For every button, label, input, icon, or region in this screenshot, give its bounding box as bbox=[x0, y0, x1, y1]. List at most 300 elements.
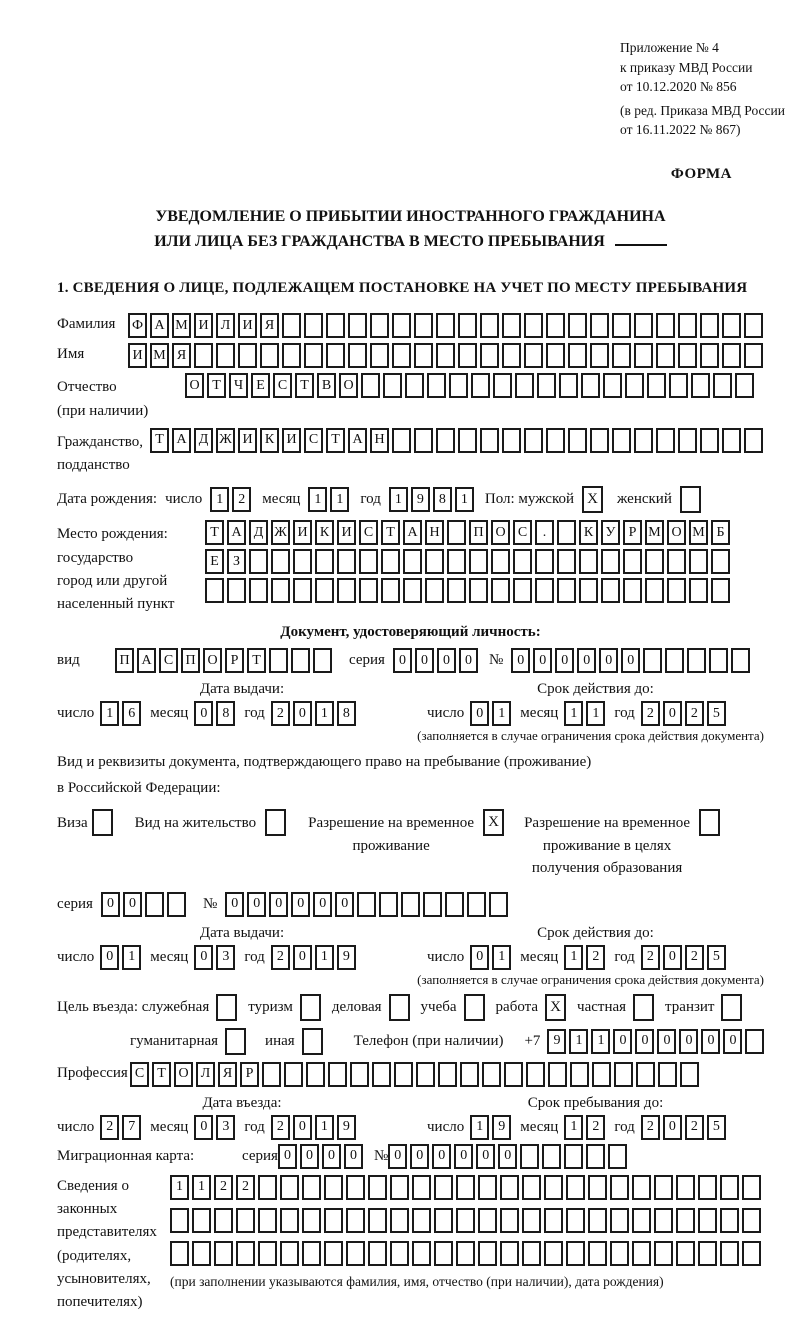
char-cell[interactable] bbox=[324, 1208, 343, 1233]
char-cell[interactable] bbox=[390, 1241, 409, 1266]
birthplace-line2-input[interactable] bbox=[205, 549, 733, 574]
char-cell[interactable] bbox=[544, 1175, 563, 1200]
char-cell[interactable]: 0 bbox=[300, 1144, 319, 1169]
char-cell[interactable] bbox=[447, 549, 466, 574]
char-cell[interactable] bbox=[544, 1241, 563, 1266]
char-cell[interactable]: 0 bbox=[194, 945, 213, 970]
permit-issue-day-input[interactable] bbox=[100, 945, 144, 970]
purpose-humanitarian-checkbox[interactable] bbox=[225, 1028, 246, 1055]
char-cell[interactable] bbox=[634, 428, 653, 453]
birthplace-line3-input[interactable] bbox=[205, 578, 733, 603]
char-cell[interactable] bbox=[458, 428, 477, 453]
char-cell[interactable]: 0 bbox=[533, 648, 552, 673]
char-cell[interactable] bbox=[412, 1175, 431, 1200]
char-cell[interactable] bbox=[405, 373, 424, 398]
char-cell[interactable] bbox=[389, 994, 410, 1021]
birth-day-input[interactable] bbox=[210, 487, 254, 512]
char-cell[interactable] bbox=[522, 1175, 541, 1200]
char-cell[interactable] bbox=[436, 428, 455, 453]
char-cell[interactable]: 0 bbox=[635, 1029, 654, 1054]
permit-issue-month-input[interactable] bbox=[194, 945, 238, 970]
char-cell[interactable] bbox=[445, 892, 464, 917]
char-cell[interactable]: А bbox=[403, 520, 422, 545]
char-cell[interactable]: 5 bbox=[707, 701, 726, 726]
char-cell[interactable] bbox=[170, 1208, 189, 1233]
char-cell[interactable]: 3 bbox=[216, 945, 235, 970]
char-cell[interactable] bbox=[258, 1241, 277, 1266]
char-cell[interactable] bbox=[427, 373, 446, 398]
char-cell[interactable] bbox=[414, 428, 433, 453]
char-cell[interactable] bbox=[623, 578, 642, 603]
char-cell[interactable]: 2 bbox=[271, 945, 290, 970]
char-cell[interactable] bbox=[500, 1241, 519, 1266]
char-cell[interactable]: 9 bbox=[547, 1029, 566, 1054]
char-cell[interactable] bbox=[713, 373, 732, 398]
char-cell[interactable]: 0 bbox=[415, 648, 434, 673]
char-cell[interactable] bbox=[742, 1208, 761, 1233]
char-cell[interactable]: 0 bbox=[498, 1144, 517, 1169]
char-cell[interactable] bbox=[632, 1241, 651, 1266]
char-cell[interactable] bbox=[742, 1241, 761, 1266]
char-cell[interactable] bbox=[192, 1241, 211, 1266]
char-cell[interactable] bbox=[390, 1208, 409, 1233]
purpose-other-checkbox[interactable] bbox=[302, 1028, 323, 1055]
char-cell[interactable]: 9 bbox=[337, 1115, 356, 1140]
doc-issue-day-input[interactable] bbox=[100, 701, 144, 726]
char-cell[interactable]: 0 bbox=[322, 1144, 341, 1169]
char-cell[interactable]: А bbox=[348, 428, 367, 453]
char-cell[interactable] bbox=[590, 428, 609, 453]
char-cell[interactable] bbox=[742, 1175, 761, 1200]
char-cell[interactable] bbox=[370, 343, 389, 368]
char-cell[interactable] bbox=[654, 1241, 673, 1266]
char-cell[interactable]: 0 bbox=[476, 1144, 495, 1169]
char-cell[interactable]: Е bbox=[205, 549, 224, 574]
char-cell[interactable]: 5 bbox=[707, 945, 726, 970]
char-cell[interactable] bbox=[586, 1144, 605, 1169]
char-cell[interactable]: М bbox=[150, 343, 169, 368]
mig-series-input[interactable] bbox=[278, 1144, 366, 1169]
char-cell[interactable] bbox=[390, 1175, 409, 1200]
char-cell[interactable] bbox=[456, 1241, 475, 1266]
char-cell[interactable] bbox=[337, 549, 356, 574]
char-cell[interactable] bbox=[348, 343, 367, 368]
char-cell[interactable] bbox=[689, 578, 708, 603]
char-cell[interactable] bbox=[522, 1241, 541, 1266]
char-cell[interactable]: Т bbox=[381, 520, 400, 545]
char-cell[interactable]: А bbox=[137, 648, 156, 673]
char-cell[interactable] bbox=[304, 343, 323, 368]
char-cell[interactable]: 0 bbox=[679, 1029, 698, 1054]
char-cell[interactable]: 1 bbox=[308, 487, 327, 512]
char-cell[interactable] bbox=[359, 578, 378, 603]
char-cell[interactable]: 0 bbox=[621, 648, 640, 673]
char-cell[interactable] bbox=[412, 1208, 431, 1233]
char-cell[interactable]: 0 bbox=[432, 1144, 451, 1169]
char-cell[interactable] bbox=[524, 343, 543, 368]
char-cell[interactable]: С bbox=[359, 520, 378, 545]
visa-checkbox[interactable] bbox=[92, 809, 113, 836]
char-cell[interactable]: 0 bbox=[663, 1115, 682, 1140]
char-cell[interactable]: О bbox=[491, 520, 510, 545]
char-cell[interactable] bbox=[225, 1028, 246, 1055]
char-cell[interactable]: Т bbox=[326, 428, 345, 453]
char-cell[interactable] bbox=[698, 1241, 717, 1266]
char-cell[interactable] bbox=[214, 1208, 233, 1233]
char-cell[interactable]: 2 bbox=[271, 1115, 290, 1140]
char-cell[interactable] bbox=[632, 1208, 651, 1233]
char-cell[interactable] bbox=[480, 343, 499, 368]
char-cell[interactable]: Ч bbox=[229, 373, 248, 398]
char-cell[interactable] bbox=[634, 313, 653, 338]
permit-series-input[interactable] bbox=[101, 892, 189, 917]
char-cell[interactable] bbox=[414, 313, 433, 338]
char-cell[interactable]: 1 bbox=[100, 701, 119, 726]
entry-year-input[interactable] bbox=[271, 1115, 359, 1140]
char-cell[interactable]: 2 bbox=[685, 701, 704, 726]
char-cell[interactable]: 0 bbox=[599, 648, 618, 673]
char-cell[interactable]: 2 bbox=[586, 945, 605, 970]
char-cell[interactable]: Д bbox=[194, 428, 213, 453]
char-cell[interactable]: 0 bbox=[278, 1144, 297, 1169]
char-cell[interactable]: Е bbox=[251, 373, 270, 398]
char-cell[interactable]: М bbox=[689, 520, 708, 545]
char-cell[interactable] bbox=[524, 313, 543, 338]
char-cell[interactable] bbox=[568, 343, 587, 368]
doc-issue-year-input[interactable] bbox=[271, 701, 359, 726]
char-cell[interactable] bbox=[280, 1175, 299, 1200]
char-cell[interactable] bbox=[425, 549, 444, 574]
char-cell[interactable]: . bbox=[535, 520, 554, 545]
char-cell[interactable] bbox=[744, 428, 763, 453]
char-cell[interactable]: Т bbox=[150, 428, 169, 453]
char-cell[interactable]: 0 bbox=[247, 892, 266, 917]
char-cell[interactable]: 1 bbox=[315, 945, 334, 970]
char-cell[interactable] bbox=[414, 343, 433, 368]
char-cell[interactable] bbox=[236, 1208, 255, 1233]
char-cell[interactable]: 1 bbox=[591, 1029, 610, 1054]
char-cell[interactable] bbox=[689, 549, 708, 574]
char-cell[interactable] bbox=[612, 343, 631, 368]
char-cell[interactable]: И bbox=[238, 428, 257, 453]
char-cell[interactable] bbox=[313, 648, 332, 673]
char-cell[interactable] bbox=[214, 1241, 233, 1266]
char-cell[interactable] bbox=[612, 313, 631, 338]
permit-valid-day-input[interactable] bbox=[470, 945, 514, 970]
char-cell[interactable] bbox=[515, 373, 534, 398]
char-cell[interactable] bbox=[359, 549, 378, 574]
char-cell[interactable] bbox=[493, 373, 512, 398]
char-cell[interactable] bbox=[546, 313, 565, 338]
purpose-transit-checkbox[interactable] bbox=[721, 994, 742, 1021]
char-cell[interactable] bbox=[502, 313, 521, 338]
char-cell[interactable]: 0 bbox=[194, 1115, 213, 1140]
char-cell[interactable] bbox=[557, 520, 576, 545]
char-cell[interactable] bbox=[337, 578, 356, 603]
char-cell[interactable]: П bbox=[181, 648, 200, 673]
char-cell[interactable] bbox=[513, 578, 532, 603]
char-cell[interactable]: Л bbox=[216, 313, 235, 338]
char-cell[interactable] bbox=[368, 1175, 387, 1200]
char-cell[interactable] bbox=[170, 1241, 189, 1266]
char-cell[interactable] bbox=[315, 549, 334, 574]
char-cell[interactable] bbox=[720, 1208, 739, 1233]
char-cell[interactable] bbox=[654, 1175, 673, 1200]
char-cell[interactable]: 0 bbox=[313, 892, 332, 917]
char-cell[interactable]: Я bbox=[218, 1062, 237, 1087]
char-cell[interactable]: 8 bbox=[337, 701, 356, 726]
char-cell[interactable] bbox=[403, 549, 422, 574]
char-cell[interactable] bbox=[392, 313, 411, 338]
char-cell[interactable]: 1 bbox=[470, 1115, 489, 1140]
char-cell[interactable] bbox=[394, 1062, 413, 1087]
char-cell[interactable]: 0 bbox=[470, 701, 489, 726]
char-cell[interactable] bbox=[579, 549, 598, 574]
char-cell[interactable] bbox=[458, 313, 477, 338]
char-cell[interactable] bbox=[700, 313, 719, 338]
char-cell[interactable]: Ж bbox=[216, 428, 235, 453]
char-cell[interactable] bbox=[656, 428, 675, 453]
char-cell[interactable] bbox=[145, 892, 164, 917]
name-input[interactable] bbox=[128, 343, 766, 368]
char-cell[interactable] bbox=[357, 892, 376, 917]
char-cell[interactable]: 0 bbox=[437, 648, 456, 673]
char-cell[interactable] bbox=[315, 578, 334, 603]
doc-valid-day-input[interactable] bbox=[470, 701, 514, 726]
char-cell[interactable] bbox=[416, 1062, 435, 1087]
char-cell[interactable] bbox=[502, 343, 521, 368]
stay-year-input[interactable] bbox=[641, 1115, 729, 1140]
char-cell[interactable] bbox=[537, 373, 556, 398]
char-cell[interactable]: X bbox=[582, 486, 603, 513]
char-cell[interactable] bbox=[603, 373, 622, 398]
char-cell[interactable]: 8 bbox=[216, 701, 235, 726]
char-cell[interactable] bbox=[456, 1175, 475, 1200]
char-cell[interactable]: 2 bbox=[685, 945, 704, 970]
char-cell[interactable] bbox=[623, 549, 642, 574]
char-cell[interactable] bbox=[711, 578, 730, 603]
char-cell[interactable]: Т bbox=[247, 648, 266, 673]
char-cell[interactable] bbox=[546, 343, 565, 368]
phone-input[interactable] bbox=[547, 1029, 767, 1054]
char-cell[interactable]: Н bbox=[425, 520, 444, 545]
char-cell[interactable] bbox=[678, 428, 697, 453]
char-cell[interactable]: 0 bbox=[613, 1029, 632, 1054]
char-cell[interactable] bbox=[300, 994, 321, 1021]
char-cell[interactable] bbox=[249, 549, 268, 574]
char-cell[interactable] bbox=[478, 1208, 497, 1233]
char-cell[interactable] bbox=[392, 343, 411, 368]
char-cell[interactable]: Т bbox=[207, 373, 226, 398]
char-cell[interactable] bbox=[423, 892, 442, 917]
permit-valid-year-input[interactable] bbox=[641, 945, 729, 970]
char-cell[interactable] bbox=[634, 343, 653, 368]
char-cell[interactable]: 0 bbox=[663, 945, 682, 970]
char-cell[interactable] bbox=[302, 1175, 321, 1200]
permit-number-input[interactable] bbox=[225, 892, 511, 917]
char-cell[interactable] bbox=[667, 578, 686, 603]
doc-valid-month-input[interactable] bbox=[564, 701, 608, 726]
char-cell[interactable]: 6 bbox=[122, 701, 141, 726]
mig-number-input[interactable] bbox=[388, 1144, 630, 1169]
char-cell[interactable] bbox=[258, 1175, 277, 1200]
char-cell[interactable]: 0 bbox=[388, 1144, 407, 1169]
char-cell[interactable] bbox=[302, 1028, 323, 1055]
char-cell[interactable] bbox=[676, 1175, 695, 1200]
char-cell[interactable]: 0 bbox=[101, 892, 120, 917]
char-cell[interactable] bbox=[709, 648, 728, 673]
char-cell[interactable]: 1 bbox=[564, 945, 583, 970]
char-cell[interactable] bbox=[194, 343, 213, 368]
char-cell[interactable] bbox=[280, 1208, 299, 1233]
char-cell[interactable]: 5 bbox=[707, 1115, 726, 1140]
char-cell[interactable] bbox=[676, 1208, 695, 1233]
char-cell[interactable] bbox=[282, 343, 301, 368]
char-cell[interactable]: 0 bbox=[393, 648, 412, 673]
char-cell[interactable]: 0 bbox=[577, 648, 596, 673]
char-cell[interactable] bbox=[559, 373, 578, 398]
char-cell[interactable] bbox=[699, 809, 720, 836]
char-cell[interactable] bbox=[282, 313, 301, 338]
char-cell[interactable] bbox=[403, 578, 422, 603]
char-cell[interactable] bbox=[647, 373, 666, 398]
char-cell[interactable]: Т bbox=[205, 520, 224, 545]
char-cell[interactable] bbox=[568, 428, 587, 453]
char-cell[interactable] bbox=[280, 1241, 299, 1266]
char-cell[interactable]: Р bbox=[240, 1062, 259, 1087]
char-cell[interactable]: О bbox=[174, 1062, 193, 1087]
char-cell[interactable]: О bbox=[203, 648, 222, 673]
char-cell[interactable]: 1 bbox=[455, 487, 474, 512]
purpose-business-checkbox[interactable] bbox=[389, 994, 410, 1021]
doc-number-input[interactable] bbox=[511, 648, 753, 673]
char-cell[interactable]: 0 bbox=[335, 892, 354, 917]
char-cell[interactable] bbox=[731, 648, 750, 673]
char-cell[interactable] bbox=[612, 428, 631, 453]
char-cell[interactable]: 0 bbox=[663, 701, 682, 726]
sex-male-checkbox[interactable] bbox=[582, 486, 603, 513]
char-cell[interactable]: И bbox=[238, 313, 257, 338]
birth-month-input[interactable] bbox=[308, 487, 352, 512]
char-cell[interactable]: А bbox=[227, 520, 246, 545]
char-cell[interactable] bbox=[291, 648, 310, 673]
char-cell[interactable] bbox=[566, 1175, 585, 1200]
char-cell[interactable] bbox=[383, 373, 402, 398]
char-cell[interactable] bbox=[491, 549, 510, 574]
char-cell[interactable] bbox=[557, 578, 576, 603]
char-cell[interactable]: П bbox=[115, 648, 134, 673]
purpose-official-checkbox[interactable] bbox=[216, 994, 237, 1021]
char-cell[interactable] bbox=[302, 1241, 321, 1266]
char-cell[interactable] bbox=[548, 1062, 567, 1087]
birth-year-input[interactable] bbox=[389, 487, 477, 512]
char-cell[interactable] bbox=[711, 549, 730, 574]
doc-valid-year-input[interactable] bbox=[641, 701, 729, 726]
char-cell[interactable] bbox=[500, 1208, 519, 1233]
char-cell[interactable] bbox=[557, 549, 576, 574]
char-cell[interactable] bbox=[700, 428, 719, 453]
char-cell[interactable]: И bbox=[282, 428, 301, 453]
purpose-work-checkbox[interactable] bbox=[545, 994, 566, 1021]
char-cell[interactable] bbox=[678, 343, 697, 368]
char-cell[interactable]: 0 bbox=[293, 945, 312, 970]
char-cell[interactable] bbox=[412, 1241, 431, 1266]
char-cell[interactable] bbox=[293, 549, 312, 574]
char-cell[interactable] bbox=[656, 313, 675, 338]
char-cell[interactable]: С bbox=[304, 428, 323, 453]
char-cell[interactable]: М bbox=[645, 520, 664, 545]
char-cell[interactable] bbox=[722, 313, 741, 338]
char-cell[interactable] bbox=[192, 1208, 211, 1233]
char-cell[interactable] bbox=[601, 549, 620, 574]
char-cell[interactable]: 0 bbox=[657, 1029, 676, 1054]
char-cell[interactable] bbox=[216, 994, 237, 1021]
char-cell[interactable]: Т bbox=[152, 1062, 171, 1087]
char-cell[interactable]: Р bbox=[225, 648, 244, 673]
char-cell[interactable] bbox=[721, 994, 742, 1021]
char-cell[interactable] bbox=[610, 1208, 629, 1233]
char-cell[interactable] bbox=[324, 1241, 343, 1266]
char-cell[interactable]: 0 bbox=[291, 892, 310, 917]
char-cell[interactable]: Ж bbox=[271, 520, 290, 545]
char-cell[interactable] bbox=[381, 578, 400, 603]
char-cell[interactable] bbox=[542, 1144, 561, 1169]
char-cell[interactable] bbox=[570, 1062, 589, 1087]
char-cell[interactable] bbox=[588, 1241, 607, 1266]
char-cell[interactable]: X bbox=[545, 994, 566, 1021]
permit-valid-month-input[interactable] bbox=[564, 945, 608, 970]
char-cell[interactable] bbox=[676, 1241, 695, 1266]
char-cell[interactable]: 0 bbox=[100, 945, 119, 970]
char-cell[interactable] bbox=[535, 578, 554, 603]
char-cell[interactable]: 0 bbox=[344, 1144, 363, 1169]
profession-input[interactable] bbox=[130, 1062, 702, 1087]
char-cell[interactable] bbox=[436, 343, 455, 368]
char-cell[interactable] bbox=[581, 373, 600, 398]
char-cell[interactable] bbox=[205, 578, 224, 603]
char-cell[interactable] bbox=[735, 373, 754, 398]
purpose-private-checkbox[interactable] bbox=[633, 994, 654, 1021]
char-cell[interactable]: 0 bbox=[470, 945, 489, 970]
char-cell[interactable] bbox=[381, 549, 400, 574]
char-cell[interactable] bbox=[370, 313, 389, 338]
doc-type-input[interactable] bbox=[115, 648, 335, 673]
doc-issue-month-input[interactable] bbox=[194, 701, 238, 726]
char-cell[interactable]: 2 bbox=[586, 1115, 605, 1140]
char-cell[interactable] bbox=[590, 313, 609, 338]
char-cell[interactable] bbox=[491, 578, 510, 603]
char-cell[interactable] bbox=[258, 1208, 277, 1233]
char-cell[interactable]: 2 bbox=[641, 701, 660, 726]
char-cell[interactable] bbox=[680, 486, 701, 513]
char-cell[interactable]: 1 bbox=[564, 701, 583, 726]
char-cell[interactable]: 1 bbox=[315, 1115, 334, 1140]
char-cell[interactable]: И bbox=[128, 343, 147, 368]
char-cell[interactable]: 2 bbox=[232, 487, 251, 512]
char-cell[interactable]: Л bbox=[196, 1062, 215, 1087]
char-cell[interactable] bbox=[632, 1175, 651, 1200]
char-cell[interactable] bbox=[324, 1175, 343, 1200]
char-cell[interactable] bbox=[526, 1062, 545, 1087]
char-cell[interactable] bbox=[328, 1062, 347, 1087]
char-cell[interactable] bbox=[293, 578, 312, 603]
char-cell[interactable] bbox=[249, 578, 268, 603]
char-cell[interactable] bbox=[304, 313, 323, 338]
char-cell[interactable]: 0 bbox=[723, 1029, 742, 1054]
char-cell[interactable]: 0 bbox=[511, 648, 530, 673]
char-cell[interactable] bbox=[434, 1241, 453, 1266]
char-cell[interactable]: Н bbox=[370, 428, 389, 453]
